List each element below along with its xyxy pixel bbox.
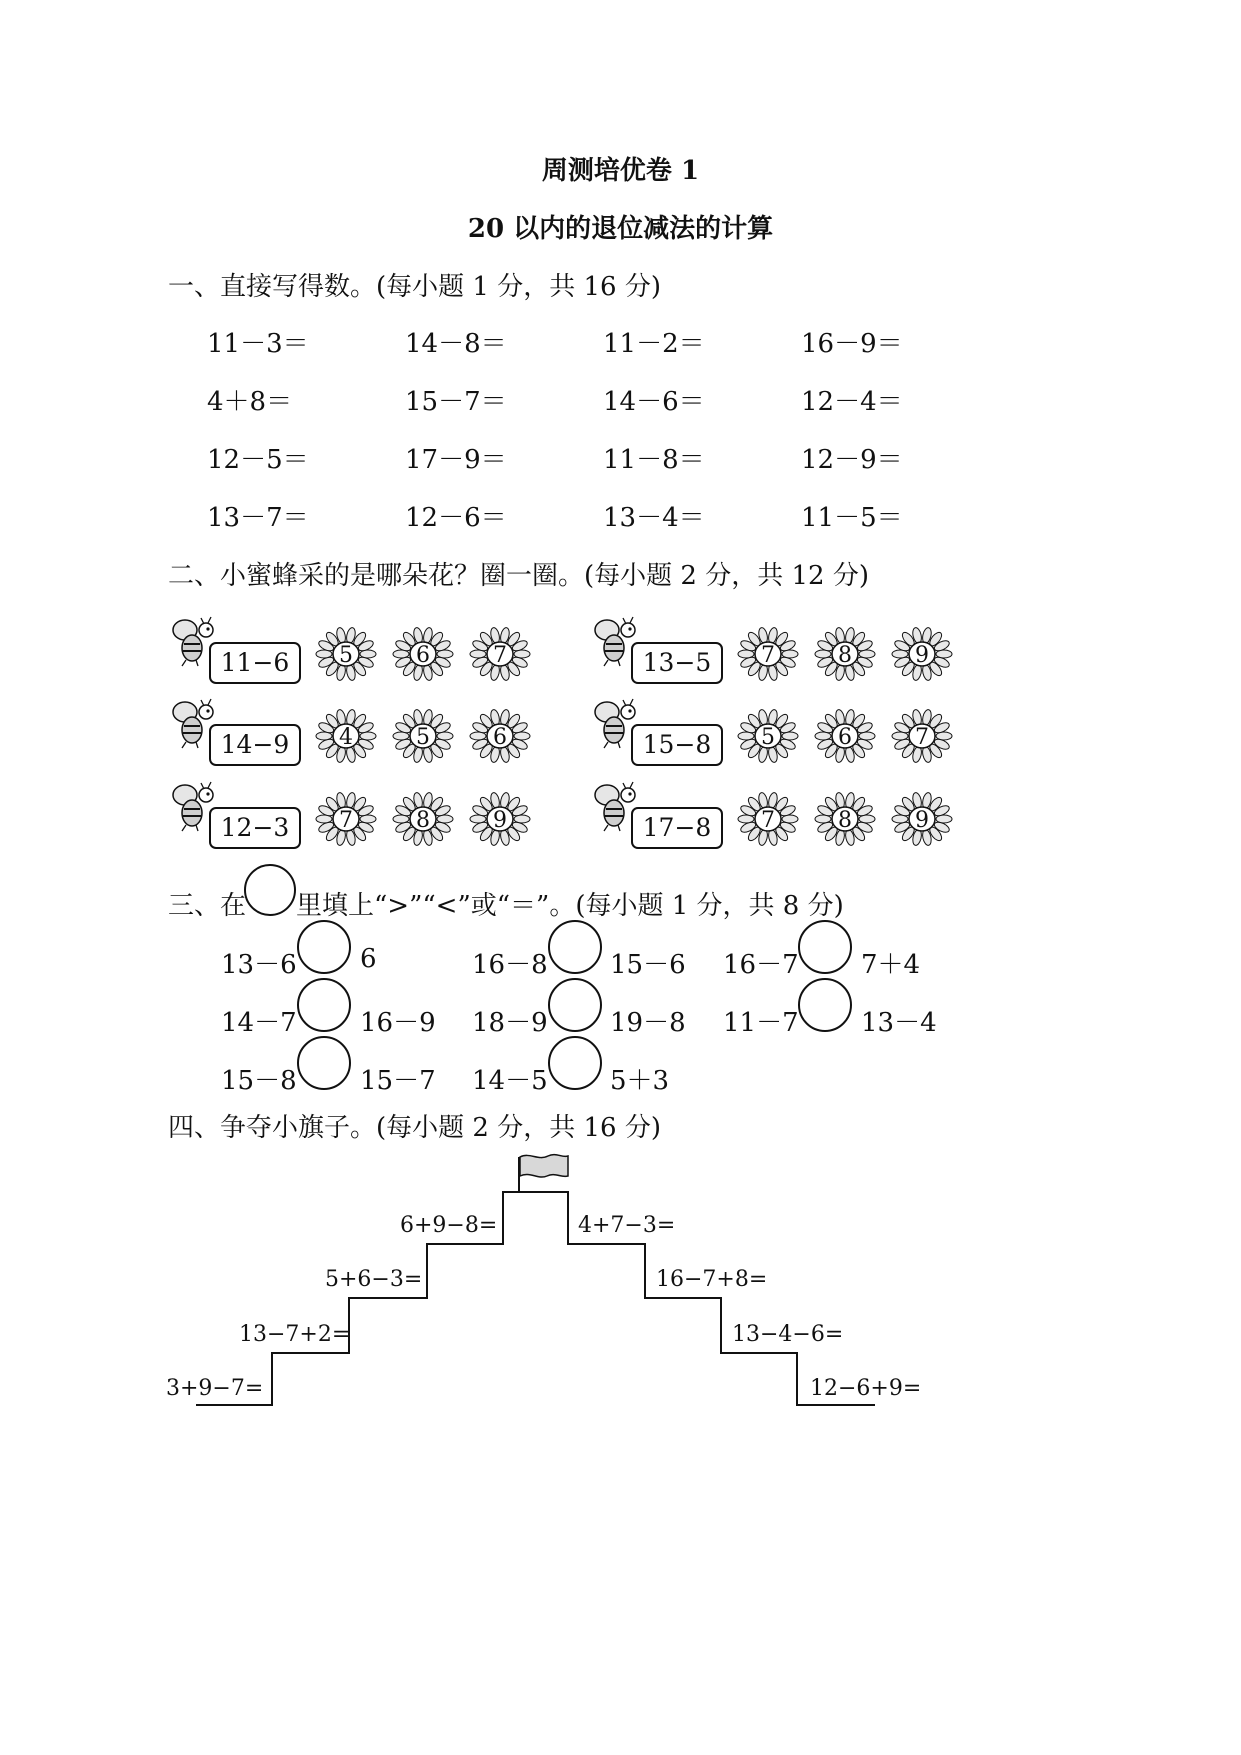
calc-item: 12－6＝: [405, 503, 507, 533]
compare-right: 13－4: [861, 1008, 937, 1038]
compare-right: 15－7: [360, 1066, 436, 1096]
compare-left: 13－6: [221, 950, 297, 980]
svg-text:7: 7: [915, 725, 929, 750]
calc-item: 13－7＝: [207, 503, 309, 533]
expression-box: 12−3: [209, 807, 301, 849]
svg-text:6: 6: [493, 725, 507, 750]
compare-left: 14－7: [221, 1008, 297, 1038]
section3-heading-prefix: 三、在: [168, 891, 247, 921]
calc-item: 11－5＝: [801, 503, 903, 533]
section1-heading: 一、直接写得数。(每小题 1 分，共 16 分): [168, 272, 661, 302]
section2-heading: 二、小蜜蜂采的是哪朵花？圈一圈。(每小题 2 分，共 12 分): [168, 561, 869, 591]
calc-item: 11－3＝: [207, 329, 309, 359]
svg-text:5: 5: [761, 725, 775, 750]
stair-right-3: 13−4−6=: [732, 1322, 844, 1347]
stair-left-1: 3+9−7=: [166, 1376, 264, 1401]
staircase-outline: [196, 1192, 875, 1405]
stair-right-2: 16−7+8=: [656, 1267, 768, 1292]
compare-left: 11－7: [723, 1008, 799, 1038]
compare-left: 16－7: [723, 950, 799, 980]
page-title: 周测培优卷 1: [541, 156, 700, 186]
svg-text:6: 6: [416, 643, 430, 668]
compare-left: 14－5: [472, 1066, 548, 1096]
svg-text:7: 7: [493, 643, 507, 668]
svg-text:8: 8: [838, 643, 852, 668]
expression-box: 14−9: [209, 724, 301, 766]
svg-text:4: 4: [339, 725, 353, 750]
stair-right-4: 12−6+9=: [810, 1376, 922, 1401]
compare-right: 15－6: [610, 950, 686, 980]
expression-box: 15−8: [631, 724, 723, 766]
section3-heading-suffix: 里填上“>”“<”或“＝”。(每小题 1 分，共 8 分): [296, 891, 844, 921]
svg-text:5: 5: [416, 725, 430, 750]
stair-left-3: 5+6−3=: [325, 1267, 423, 1292]
compare-left: 18－9: [472, 1008, 548, 1038]
flag-icon: [520, 1155, 568, 1177]
compare-left: 16－8: [472, 950, 548, 980]
svg-text:9: 9: [915, 643, 929, 668]
svg-text:8: 8: [416, 808, 430, 833]
expression-box: 11−6: [209, 642, 301, 684]
calc-item: 15－7＝: [405, 387, 507, 417]
compare-right: 16－9: [360, 1008, 436, 1038]
calc-item: 16－9＝: [801, 329, 903, 359]
calc-item: 13－4＝: [603, 503, 705, 533]
svg-text:7: 7: [339, 808, 353, 833]
compare-right: 6: [360, 944, 377, 974]
stair-left-2: 13−7+2=: [239, 1322, 351, 1347]
compare-right: 7＋4: [861, 950, 921, 980]
svg-text:9: 9: [493, 808, 507, 833]
svg-text:6: 6: [838, 725, 852, 750]
svg-text:5: 5: [339, 643, 353, 668]
calc-item: 11－8＝: [603, 445, 705, 475]
calc-item: 11－2＝: [603, 329, 705, 359]
calc-item: 14－6＝: [603, 387, 705, 417]
calc-item: 12－9＝: [801, 445, 903, 475]
page-subtitle: 20 以内的退位减法的计算: [467, 214, 774, 244]
svg-text:9: 9: [915, 808, 929, 833]
calc-item: 12－5＝: [207, 445, 309, 475]
section4-heading: 四、争夺小旗子。(每小题 2 分，共 16 分): [168, 1113, 661, 1143]
svg-text:8: 8: [838, 808, 852, 833]
svg-text:7: 7: [761, 808, 775, 833]
expression-box: 13−5: [631, 642, 723, 684]
calc-item: 4＋8＝: [207, 387, 293, 417]
calc-item: 17－9＝: [405, 445, 507, 475]
compare-right: 19－8: [610, 1008, 686, 1038]
svg-text:7: 7: [761, 643, 775, 668]
calc-item: 14－8＝: [405, 329, 507, 359]
stair-left-4: 6+9−8=: [400, 1213, 498, 1238]
stair-right-1: 4+7−3=: [578, 1213, 676, 1238]
compare-left: 15－8: [221, 1066, 297, 1096]
expression-box: 17−8: [631, 807, 723, 849]
calc-item: 12－4＝: [801, 387, 903, 417]
compare-right: 5＋3: [610, 1066, 670, 1096]
